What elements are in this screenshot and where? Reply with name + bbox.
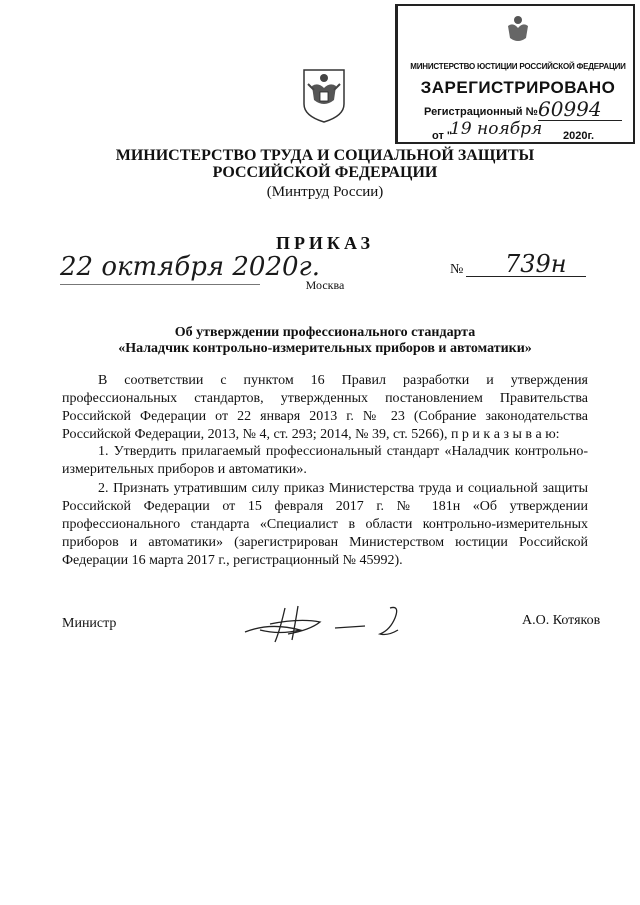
city: Москва (305, 278, 345, 292)
paragraph-item-1: 1. Утвердить прилагаемый профессиональный стандарт «Наладчик контрольно-измерительных приборов и автоматики». (62, 444, 588, 477)
subject-line-1: Об утверждении профессионального стандарта (174, 325, 476, 340)
ministry-title (80, 147, 570, 181)
coat-of-arms-emblem (300, 64, 348, 124)
order-subject (62, 325, 588, 357)
stamp-ministry: МИНИСТЕРСТВО ЮСТИЦИИ РОССИЙСКОЙ ФЕДЕРАЦИИ (410, 62, 626, 71)
stamp-date-prefix: от " (432, 130, 453, 142)
order-number-handwritten: 739н (505, 250, 567, 278)
signer-name: А.О. Котяков (522, 613, 601, 628)
stamp-reg-underline (538, 120, 622, 121)
stamp-date-hand: 19 ноября (450, 119, 543, 139)
paragraph-item-2: 2. Признать утратившим силу приказ Министерства труда и социальной защиты Российской Федерации от 15 февраля 2017 г. № 181н «Об утверждении профессионального стандарта «Специалист в области контрольно-измерительных приборов и автоматики» (зарегистрирован Министерством юстиции Российской Федерации 16 марта 2017 г., регистрационный № 45992). (62, 481, 588, 568)
subject-line-2: «Наладчик контрольно-измерительных приборов и автоматики» (118, 341, 532, 356)
handwritten-signature (240, 600, 420, 645)
order-date-handwritten: 22 октября 2020г. (60, 252, 320, 282)
order-title: ПРИКАЗ (275, 233, 375, 253)
ministry-line-1: МИНИСТЕРСТВО ТРУДА И СОЦИАЛЬНОЙ ЗАЩИТЫ (115, 147, 535, 164)
stamp-reg-label: Регистрационный № (424, 106, 538, 118)
registration-stamp (395, 4, 635, 144)
signer-position: Министр (62, 616, 117, 631)
stamp-reg-number: 60994 (538, 97, 602, 121)
stamp-date-underline (448, 142, 598, 143)
stamp-emblem-icon (503, 12, 533, 46)
paragraph-preamble: В соответствии с пунктом 16 Правил разработки и утверждения профессиональных стандартов, утвержденных постановлением Правительства Российской Федерации от 22 января 2013 г. № 23 (Собрание законодательства Российской Федерации, 2013, № 4, ст. 293; 2014, № 39, ст. 5266), п р и к а з ы в а ю: (62, 373, 588, 442)
order-number-label: № (450, 262, 464, 277)
stamp-year: 2020г. (563, 130, 595, 142)
ministry-short-name: (Минтруд России) (266, 184, 384, 200)
order-number-underline (466, 276, 586, 277)
ministry-line-2: РОССИЙСКОЙ ФЕДЕРАЦИИ (212, 164, 438, 181)
stamp-registered: ЗАРЕГИСТРИРОВАНО (420, 78, 616, 97)
